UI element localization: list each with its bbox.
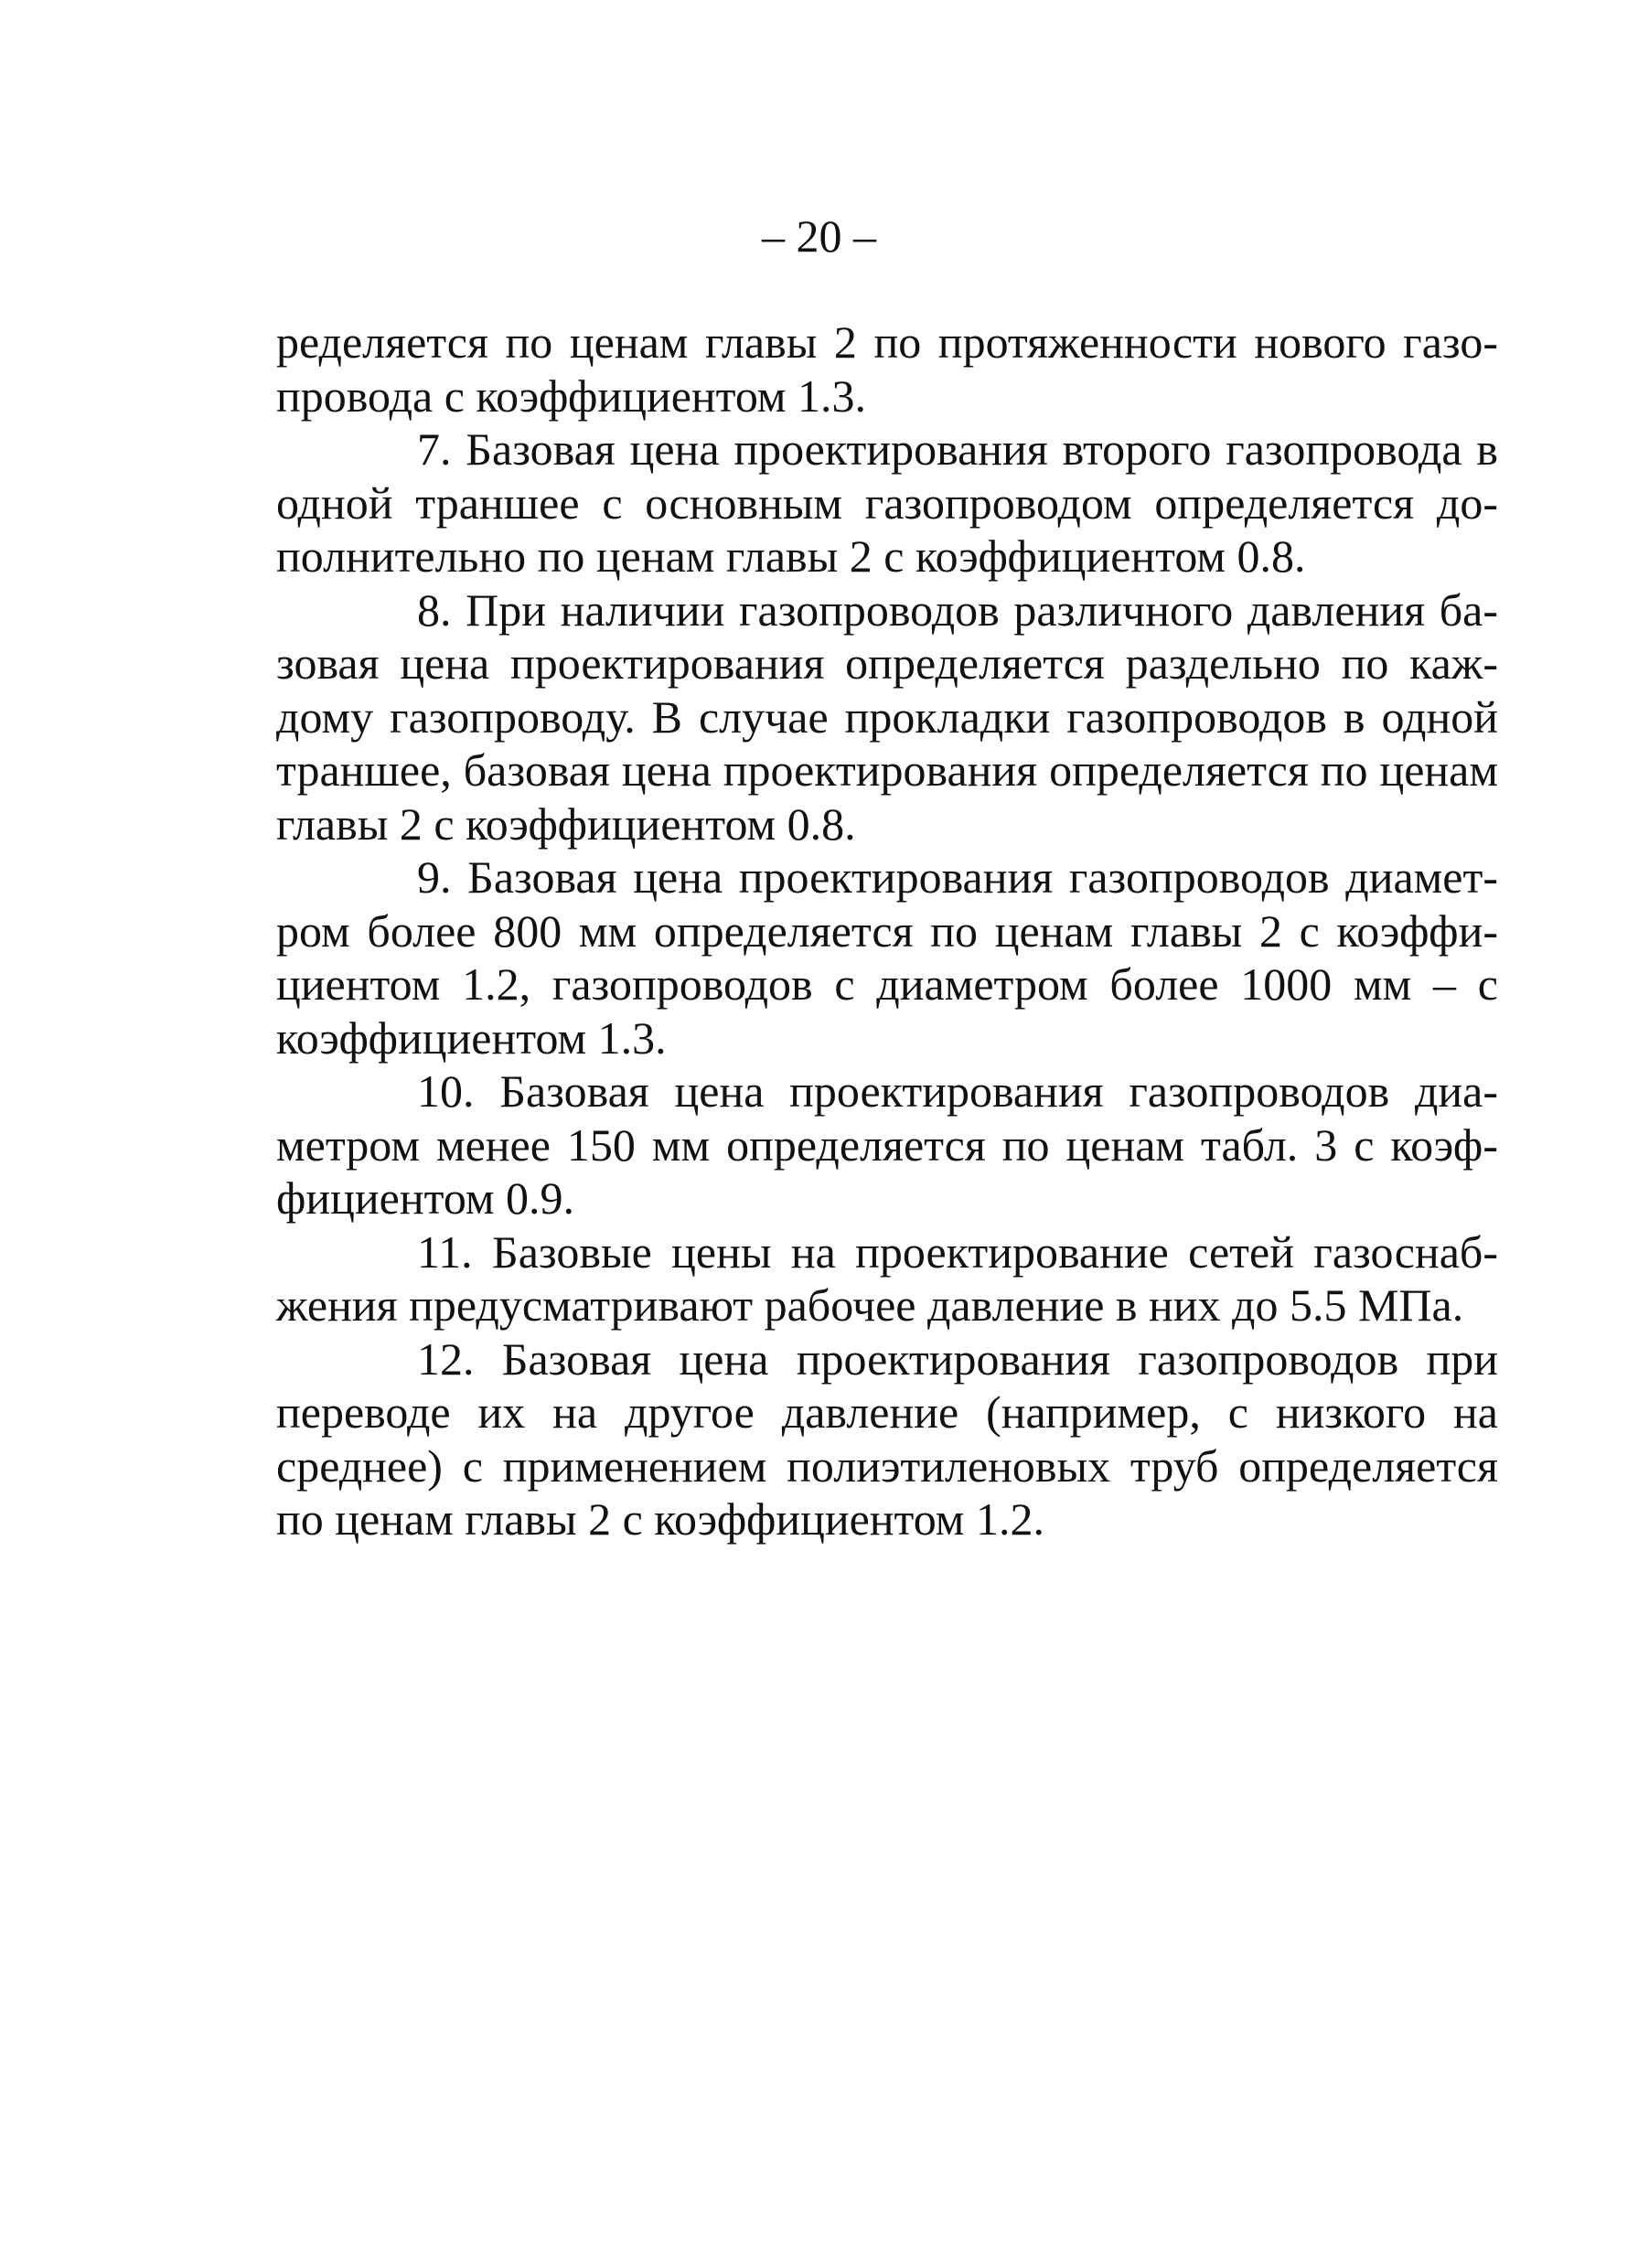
paragraph-item-10: 10. Базовая цена проектирования газопроводов диаметром менее 150 мм определяется по ценам табл. 3 с коэффициентом 0.9. [276, 1065, 1498, 1224]
paragraph-item-12: 12. Базовая цена проектирования газопроводов при переводе их на другое давление (например, с низкого на среднее) с применением полиэтиленовых труб определяется по ценам главы 2 с коэффициентом 1.2. [276, 1332, 1498, 1545]
paragraph-item-7: 7. Базовая цена проектирования второго газопровода в одной траншее с основным газопроводом определяется дополнительно по ценам главы 2 с коэффициентом 0.8. [276, 423, 1498, 582]
paragraph-continuation: ределяется по ценам главы 2 по протяженности нового газопровода с коэффициентом 1.3. [276, 316, 1498, 422]
body-text [276, 316, 1498, 1546]
paragraph-item-9: 9. Базовая цена проектирования газопроводов диаметром более 800 мм определяется по ценам главы 2 с коэффициентом 1.2, газопроводов с диаметром более 1000 мм – с коэффициентом 1.3. [276, 851, 1498, 1064]
paragraph-item-8: 8. При наличии газопроводов различного давления базовая цена проектирования определяется раздельно по каждому газопроводу. В случае прокладки газопроводов в одной траншее, базовая цена проектирования определяется по ценам главы 2 с коэффициентом 0.8. [276, 583, 1498, 850]
paragraph-item-11: 11. Базовые цены на проектирование сетей газоснабжения предусматривают рабочее давление в них до 5.5 МПа. [276, 1225, 1498, 1331]
page-number: – 20 – [762, 210, 876, 262]
